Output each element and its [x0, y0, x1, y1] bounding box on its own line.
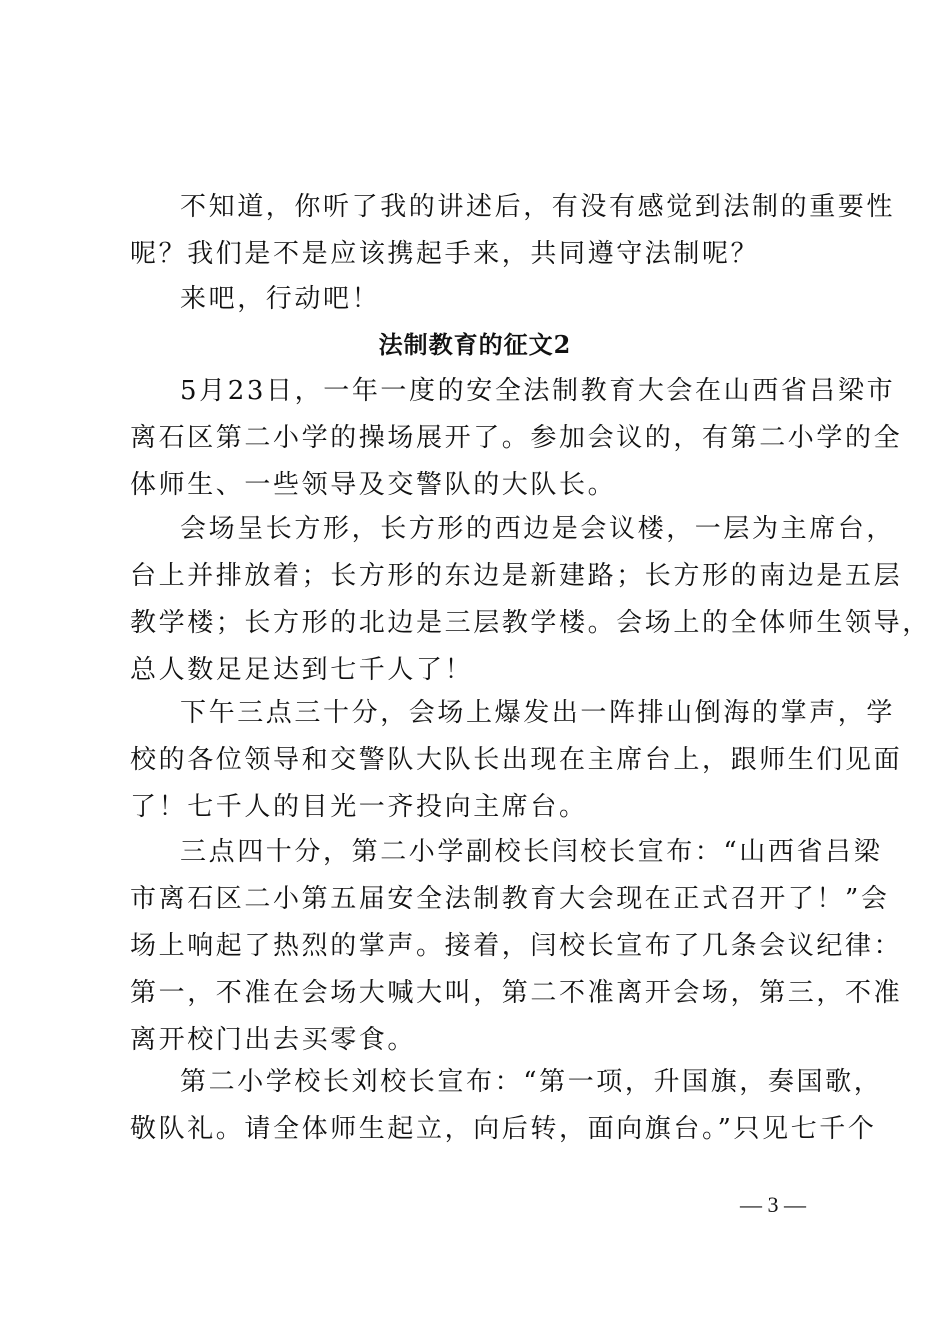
text-line: 敬队礼。请全体师生起立，向后转，面向旗台。”只见七千个 — [130, 1114, 877, 1144]
text-line: 了！七千人的目光一齐投向主席台。 — [130, 792, 588, 822]
text-line: 台上并排放着；长方形的东边是新建路；长方形的南边是五层 — [130, 561, 903, 591]
text-line: 总人数足足达到七千人了！ — [130, 655, 474, 685]
text-line: 第一，不准在会场大喊大叫，第二不准离开会场，第三，不准 — [130, 978, 903, 1008]
text-line: 不知道，你听了我的讲述后，有没有感觉到法制的重要性 — [180, 192, 896, 222]
body-paragraph-3 — [130, 690, 903, 831]
text-line: 教学楼；长方形的北边是三层教学楼。会场上的全体师生领导， — [130, 608, 931, 638]
body-paragraph-2 — [130, 506, 931, 694]
text-line: 下午三点三十分，会场上爆发出一阵排山倒海的掌声，学 — [180, 698, 896, 728]
body-paragraph-1 — [130, 368, 903, 509]
text-line: 5月23日，一年一度的安全法制教育大会在山西省吕梁市 — [180, 376, 896, 406]
section-heading: 法制教育的征文2 — [378, 330, 572, 359]
page-number: — 3 — — [740, 1192, 806, 1217]
text-line: 第二小学校长刘校长宣布：“第一项，升国旗，奏国歌， — [180, 1067, 883, 1097]
body-paragraph-4 — [130, 829, 903, 1064]
text-line: 离石区第二小学的操场展开了。参加会议的，有第二小学的全 — [130, 423, 903, 453]
text-line: 三点四十分，第二小学副校长闫校长宣布：“山西省吕梁 — [180, 837, 883, 867]
text-line: 会场呈长方形，长方形的西边是会议楼，一层为主席台， — [180, 514, 896, 544]
text-line: 场上响起了热烈的掌声。接着，闫校长宣布了几条会议纪律： — [130, 931, 903, 961]
text-line: 市离石区二小第五届安全法制教育大会现在正式召开了！”会 — [130, 884, 890, 914]
text-line: 体师生、一些领导及交警队的大队长。 — [130, 470, 617, 500]
body-paragraph-5 — [130, 1059, 883, 1153]
intro-paragraph-1 — [130, 184, 896, 278]
intro-paragraph-2 — [130, 276, 850, 323]
text-line: 离开校门出去买零食。 — [130, 1025, 417, 1055]
text-line: 呢？我们是不是应该携起手来，共同遵守法制呢？ — [130, 239, 760, 269]
text-line: 来吧，行动吧！ — [180, 284, 381, 314]
text-line: 校的各位领导和交警队大队长出现在主席台上，跟师生们见面 — [130, 745, 903, 775]
